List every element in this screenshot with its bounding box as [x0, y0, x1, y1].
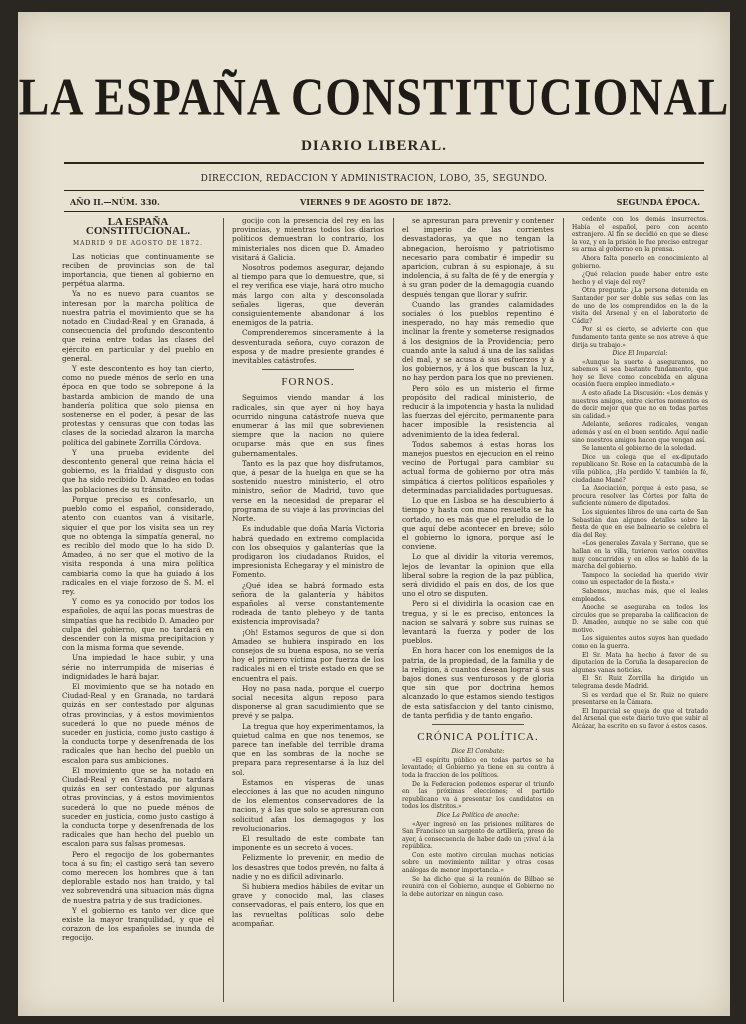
paragraph: Adelante, señores radicales, vengan además y así en el buen sentido. Aquí nadie sino nuestros amigos hacen que vengan así. — [572, 421, 708, 444]
paragraph: Con este motivo circulan muchas noticias sobre un movimiento militar y otras cosas análogas de menor importancia.» — [402, 851, 554, 875]
paragraph: se apresuran para prevenir y contener el imperio de las corrientes desvastadoras, ya que no tengan la abnegacion, heroísmo y patriotismo necesario para combatir é impedir su aparicion, cubran á su espionaje, á su indolencia, á su falta de fé y de energía y á su gran poder de la demagogia cuando después tengan que llorar y sufrir. — [402, 216, 554, 299]
dateline-rule — [64, 211, 704, 212]
paragraph: En hora hacer con los enemigos de la patria, de la propiedad, de la familia y de la religion, á cuantos desean lograr á sus bajos dones sus venturosos y de gloria que sin que por doctrina hemos alcanzado lo que estamos siendo testigos de esta satisfaccion y del tanto cinismo, de tanta perfidia y de tanto engaño. — [402, 646, 554, 720]
quote-source: Dice La Política de anoche: — [436, 811, 520, 819]
paragraph: ¡Oh! Estamos seguros de que si don Amadeo se hubiera inspirado en los consejos de su buena esposa, no se vería hoy el primero víctima por fuerza de los radicales ni en el triste estado en que se encuentra el país. — [232, 627, 384, 683]
paragraph: Se ha dicho que si la reunión de Bilbao se reunirá con el Gobierno, aunque el Gobierno no la debe autorizar en ningun caso. — [402, 875, 554, 898]
paragraph: Se lamenta el gobierno de la soledad. — [582, 445, 697, 453]
column-divider — [563, 218, 564, 1002]
paragraph: ¿Qué idea se habrá formado esta señora de la galantería y hábitos españoles al verse constantemente rodeada de tanto plebeyo y de tanta existencia improvisada? — [232, 580, 384, 627]
paragraph: Seguimos viendo mandar á los radicales, sin que ayer ni hoy haya ocurrido ninguna catástrofe nueva que enumerar á las mil que sobrevienen siempre que la nacion no quiere ocuparse más que en sus fines gubernamentales. — [232, 393, 384, 458]
paragraph: Los siguientes libros de una carta de San Sebastián dan algunos detalles sobre la fiesta de que en ese balneario se celebra el día del Rey. — [572, 508, 708, 539]
paragraph: Los siguientes autos suyos han quedado como en la guerra. — [572, 635, 708, 651]
paragraph: Ya no es nuevo para cuantos se interesan por la marcha política de nuestra patria el movimiento que se ha notado en Ciudad-Real y en Granada, á consecuencia del profundo descontento que reina entre todas las clases del ejército en particular y del pueblo en general. — [62, 289, 214, 363]
paragraph: El Imparcial se queja de que el tratado del Arsenal que este diario tuvo que subir al Alcázar, ha escrito en su favor á estos casos. — [572, 707, 708, 730]
masthead-rule-top — [64, 162, 704, 164]
paragraph: El Sr. Ruiz Zorrilla ha dirigido un telegrama desde Madrid. — [572, 675, 708, 691]
article-columns — [62, 216, 708, 1006]
paragraph: Y una prueba evidente del descontento general que reina hácia el gobierno, es la frialdad y disgusto con que ha sido recibido D. Amadeo en todas las poblaciones de su tránsito. — [62, 447, 214, 494]
column-2 — [232, 216, 384, 1004]
quote-source: Dice El Imparcial: — [612, 350, 668, 358]
paragraph: Y como es ya conocido por todos los españoles, de aquí las pocas muestras de simpatías que ha recibido D. Amadeo por culpa del gobierno, que no tardará en descender con la misma precipitacion y con la misma forma que sevende. — [62, 597, 214, 653]
paragraph: A esto añade La Discusión: «Los demás y nuestros amigos, entre ciertos momentos es de decir mejor que que no en todas partes sin calidad.» — [572, 390, 708, 420]
paragraph: Pero si el dividirla la ocasion cae en tregua, y si le es preciso, entonces la nacion se salvará y sobre sus ruinas se levantará la fuerza y poder de los pueblos. — [402, 599, 554, 646]
paragraph: Por si es cierto, se advierte con que fundamento tanta gente se nos atreve á que dirija su trabajo.» — [572, 326, 708, 349]
paragraph: Nosotros podemos asegurar, dejando al tiempo para que lo demuestre, que, si el rey verifica ese viaje, hará otro mucho más largo con alta y desconsolada señales ligeras, que deverán consiguientemente abandonar á los enemigos de la patria. — [232, 263, 384, 328]
issue-number: AÑO II.—NÚM. 330. — [70, 197, 160, 207]
column-1-dateline: MADRID 9 DE AGOSTO DE 1872. — [73, 240, 203, 248]
paragraph: Tampoco la sociedad ha querido vivir como un espectador de la fiesta.» — [572, 571, 708, 587]
newspaper-page — [18, 12, 730, 1016]
paragraph: El Sr. Mata ha hecho á favor de su diputacion de la Coruña la desaparecion de algunas vanas noticias. — [572, 651, 708, 674]
paragraph: Ahora falta ponerlo en conocimiento al gobierno. — [572, 254, 708, 270]
paragraph: El movimiento que se ha notado en Ciudad-Real y en Granada, no tardará quizás en ser contestado por algunas otras provincias, y á estos movimientos sucederá lo que no puede ménos de suceder en justicia, como justo castigo á la conducta torpe y desenfrenada de los radicales que han hecho del pueblo un escalon para sus ambiciones. — [62, 681, 214, 765]
paragraph: De la Federacion podemos esperar el triunfo en las próximas elecciones; el partido republicano va á presentar los candidatos en todos los distritos.» — [402, 780, 554, 811]
column-1 — [62, 216, 214, 1004]
paragraph: La Asociación, porque á esto pasa, se procura resolver las Córtes por falta de suficiente número de diputados. — [572, 485, 708, 508]
paragraph: Si hubiera medios hábiles de evitar un grave y conocido mal, las clases conservadoras, el país entero, los que en las revueltas políticas solo debe acompañar. — [232, 882, 384, 928]
paragraph: El resultado de este combate tan imponente es un secreto á voces. — [232, 834, 384, 853]
paragraph: Otra pregunta: ¿La persona detenida en Santander por ser doble sus señas con las de uno de los comprendidos en la de la visita del Arsenal y en el laboratorio de Cádiz? — [572, 287, 708, 325]
paragraph: «Los generales Zavala y Serrano, que se hallan en la villa, tuvieron varios convites muy concurridos y en ellos se habló de la marcha del gobierno. — [572, 540, 708, 571]
column-divider — [223, 218, 224, 1002]
masthead-title: LA ESPAÑA CONSTITUCIONAL — [18, 67, 730, 126]
paragraph: Y este descontento es hoy tan cierto, como no puede ménos de serlo en una época en que todo se sobrepone á la bastarda ambicion de mando de una bandería política que solo piensa en sostenerse en el poder, á pesar de las protestas y censuras que con todas las clases de la sociedad alzaron la marcha política del gabinete Zorrilla Córdova. — [62, 364, 214, 447]
paragraph: Y el gobierno es tanto ver dice que existe la mayor tranquilidad, y que el corazon de los españoles se inunda de regocijo. — [62, 905, 214, 943]
paragraph: Felizmente lo prevenir, en medio de los desastres que todos prevén, no falta á nadie y no es difícil adivinarlo. — [232, 853, 384, 881]
paragraph: Dice un colega que el ex-diputado republicano Sr. Rose en la catacumba de la villa pública, ¡Ha perdido V. también la fé, ciudadano Mané? — [572, 453, 708, 484]
paragraph: Todos sabemos á estas horas los manejos puestos en ejecucion en el reino vecino de Portugal para cambiar su actual forma de gobierno por otra más simpática á ciertos políticos españoles y determinadas parcialidades portuguesas. — [402, 439, 554, 495]
paragraph: Hoy no pasa nada, porque el cuerpo social necesita algun reposo para disponerse al gran sacudimiento que se prevé y se palpa. — [232, 683, 384, 721]
paragraph: cedente con los demás insurrectos. Había el español, pero con acento extranjero. Al fin se decidió en que se diese la voz, y en la prisión le fue preciso entregar su arma al gobierno en la prensa. — [572, 216, 708, 254]
paragraph: Es indudable que doña María Victoria habrá quedado en extremo complacida con los obsequios y galanterías que la prodigaron los ciudadanos Ruidos, el impresionista Echegaray y el ministro de Fomento. — [232, 524, 384, 580]
dateline — [70, 197, 700, 211]
paragraph: Estamos en vísperas de unas elecciones á las que no acuden ninguno de los elementos conservadores de la nacion, y á las que solo se apresuran con solicitud afan los demagogos y los revolucionarios. — [232, 777, 384, 833]
paragraph: ¿Qué relacion puede haber entre este hecho y el viaje del rey? — [572, 271, 708, 286]
paragraph: Lo que al dividir la vitoria veremos, lejos de levantar la opinion que ella liberal sobre la region de la paz pública, será dividido el país en dos, de los que uno el otro se disputen. — [402, 552, 554, 599]
paragraph: «Aunque la suerte á aseguramos, no sabemos si sea bastante fundamento, que hoy se lleve como concebida en alguna ocasión fuera empleo inmediato.» — [572, 358, 708, 389]
paragraph: Tanto es la paz que hoy disfrutamos, que, á pesar de la huelga en que se ha sostenido nuestro ministerio, el otro ministro, señor de Madrid, tuvo que verse en la necesidad de preparar el programa de su viaje á las provincias del Norte. — [232, 458, 384, 524]
issue-epoch: SEGUNDA ÉPOCA. — [616, 197, 700, 207]
paragraph: El movimiento que se ha notado en Ciudad-Real y en Granada, no tardará quizás en ser contestado por algunas otras provincias, y á estos movimientos sucederá lo que no puede ménos de suceder en justicia, como justo castigo á la conducta torpe y desenfrenada de los radicales que han hecho del pueblo un escalon para sus falsas promesas. — [62, 765, 214, 849]
paragraph: Cuando las grandes calamidades sociales ó los pueblos repentino é inesperado, no hay más remedio que inclinar la frente y someterse resignados á los designios de la Providencia; pero cuando ante la salud á una de las salidas del mal, y se acusa á sus esfuerzos y á los gobiernos, y á los que buscan la luz, no hay perdon para los que no previenen. — [402, 299, 554, 383]
paragraph: Anoche se aseguraba en todos los círculos que se preparaba la calificacion de D. Amadeo, aunque no se sabe con qué motivo. — [572, 604, 708, 634]
paragraph: Pero el regocijo de los gobernantes toca á su fin; el castigo será tan severo como merecen los hombres que á tan deplorable estado nos han traido, y tal vez sobrevendrá una situacion más digna de nuestra patria y de sus tradiciones. — [62, 849, 214, 905]
section-rule — [262, 369, 353, 370]
issue-date: VIERNES 9 DE AGOSTO DE 1872. — [300, 197, 452, 207]
section-heading-cronica: CRÓNICA POLÍTICA. — [417, 730, 539, 743]
paragraph: Pero sólo es un misterio el firme propósito del radical ministerio, de reducir á la impotencia y hasta la nulidad las fuerzas del ejército, permanente para hacer imposible la resistencia al advenimiento de la idea federal. — [402, 383, 554, 439]
section-heading-fornos: FORNOS. — [281, 376, 335, 389]
paragraph: Si es verdad que el Sr. Ruiz no quiere presentarse en la Cámara. — [572, 691, 708, 707]
column-divider — [393, 218, 394, 1002]
paragraph: Las noticias que continuamente se reciben de provincias son de tal importancia, que tienen al gobierno en perpétua alarma. — [62, 251, 214, 289]
section-rule — [432, 724, 523, 725]
paragraph: «El espíritu público en todas partes se ha levantado; el Gobierno ya tiene en su contra á toda la fraccion de los políticos. — [402, 756, 554, 779]
masthead-subtitle: DIARIO LIBERAL. — [301, 138, 447, 154]
masthead-rule-bottom — [64, 190, 704, 191]
quote-source: Dice El Combate: — [451, 748, 505, 756]
paragraph: Porque preciso es confesarlo, un pueblo como el español, considerado, atento con cuantos van á visitarle, siquier el que por los visita sea un rey que no obtenga la simpatía general, no es reciblo del modo que lo ha sido D. Amadeo, á no ser que el motivo de la visita responda á una mira política cambiaria como la que ha guiado á los radicales en el viaje forzoso de S. M. el rey. — [62, 494, 214, 596]
paragraph: Comprenderemos sinceramente á la desventurada señora, cuyo corazon de esposa y de madre presiente grandes é inevitables catástrofes. — [232, 328, 384, 366]
paragraph: La tregua que hoy experimentamos, la quietud calma en que nos tenemos, se parece tan inefable del terrible drama que en las sombras de la noche se prepara para representarse á la luz del sol. — [232, 721, 384, 777]
paragraph: «Ayer ingresó en las prisiones militares de San Francisco un sargento de artillería, preso de ayer, á consecuencia de haber dado un ¡viva! á la república. — [402, 820, 554, 851]
masthead-address: DIRECCION, REDACCION Y ADMINISTRACION, LOBO, 35, SEGUNDO. — [200, 174, 548, 184]
paragraph: Una impiedad le hace subir, y una série no interrumpida de miserias é indignidades le hará bajar. — [62, 653, 214, 681]
paragraph: gocijo con la presencia del rey en las provincias, y mientras todos los diarios políticos demuestran lo contrario, los ministeriales nos dicen que D. Amadeo visitará á Galicia. — [232, 216, 384, 262]
column-4 — [572, 216, 708, 1004]
paragraph: Sabemos, muchas más, que el leales empleados. — [572, 587, 708, 603]
column-3 — [402, 216, 554, 1004]
paragraph: Lo que en Lisboa se ha descubierto á tiempo y hasta con mano resuelta se ha cortado, no es más que el preludio de lo que aquí debe acontecer en breve; sólo el gobierno lo ignora, porque así le conviene. — [402, 496, 554, 552]
column-1-heading: LA ESPAÑA CONSTITUCIONAL. — [85, 216, 191, 238]
